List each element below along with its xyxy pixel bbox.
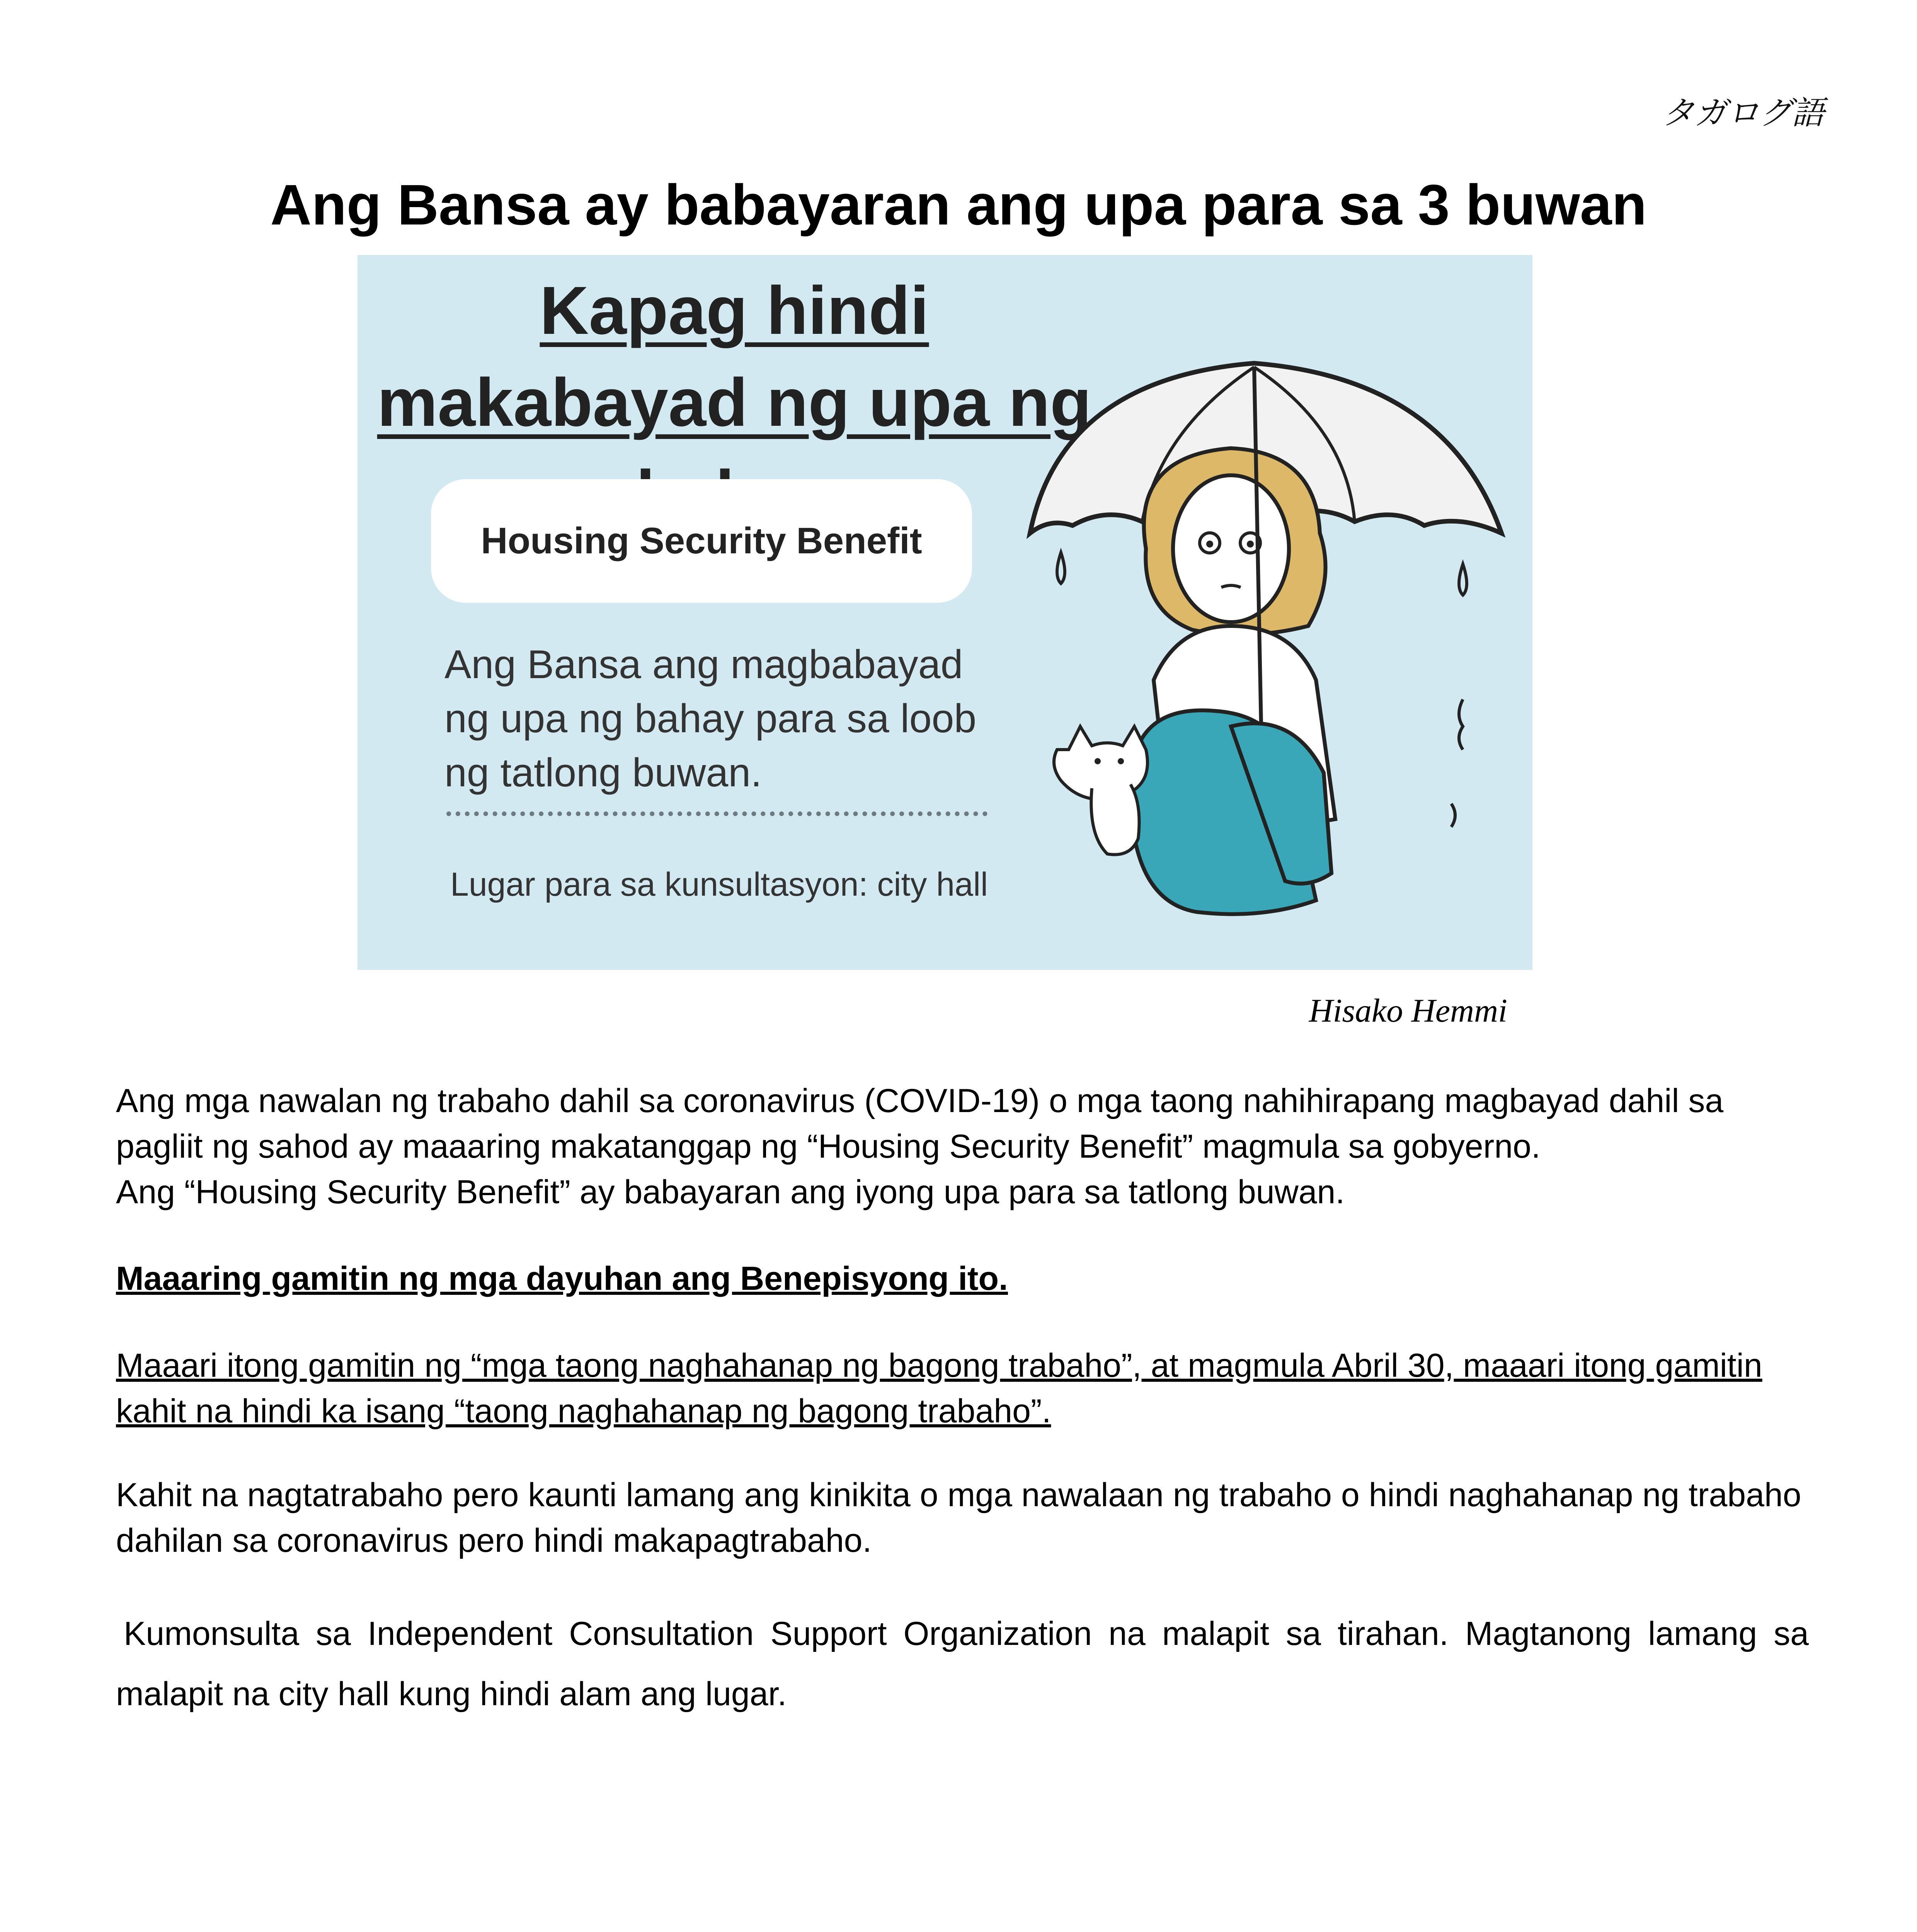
paragraph-intro-line-1: Ang mga nawalan ng trabaho dahil sa coronavirus (COVID-19) o mga taong nahihirapang magbayad dahil sa pagliit ng sahod ay maaaring makatanggap ng “Housing Security Benefit” magmula sa gobyerno. [116,1082,1724,1165]
poster-body-text: Ang Bansa ang magbabayad ng upa ng bahay para sa loob ng tatlong buwan. [444,642,977,795]
benefit-label-box [431,479,972,603]
paragraph-consult: Kumonsulta sa Independent Consultation Support Organization na malapit sa tirahan. Magtanong lamang sa malapit na city hall kung hindi alam ang lugar. [116,1615,1809,1713]
paragraph-job-seekers: Maaari itong gamitin ng “mga taong naghahanap ng bagong trabaho”, at magmula Abril 30, maaari itong gamitin kahit na hindi ka isang “taong naghahanap ng bagong trabaho”. [116,1347,1762,1430]
paragraph-foreigners: Maaaring gamitin ng mga dayuhan ang Benepisyong ito. [116,1260,1008,1297]
paragraph-eligibility: Kahit na nagtatrabaho pero kaunti lamang ang kinikita o mga nawalaan ng trabaho o hindi naghahanap ng trabaho dahilan sa coronavirus pero hindi makapagtrabaho. [116,1476,1801,1559]
paragraph-intro-line-2: Ang “Housing Security Benefit” ay babayaran ang iyong upa para sa tatlong buwan. [116,1173,1345,1211]
poster-heading: Kapag hindi makabayad ng upa ng [377,273,1092,440]
poster-image [358,255,1532,970]
poster-place-text: Lugar para sa kunsultasyon: city hall [450,866,988,903]
woman-with-umbrella-illustration [1015,332,1532,970]
language-tag: タガログ語 [1662,94,1824,132]
page-title: Ang Bansa ay babayaran ang upa para sa 3 buwan [270,173,1647,237]
illustration-credit: Hisako Hemmi [1309,992,1507,1029]
poster-divider [446,811,987,816]
benefit-label: Housing Security Benefit [481,520,922,561]
paragraph-intro [116,1078,1809,1215]
